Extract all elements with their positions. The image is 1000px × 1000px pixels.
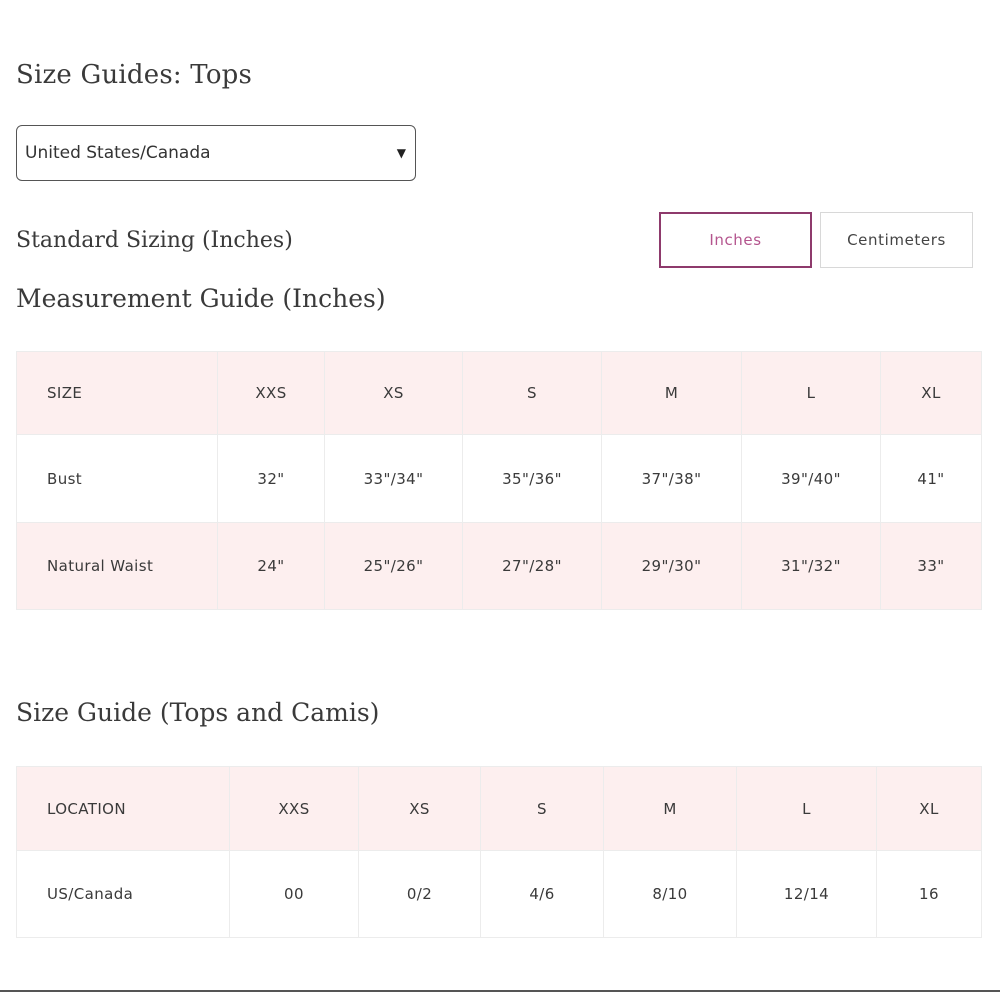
table-cell: 31"/32" bbox=[742, 523, 881, 610]
table-cell: 33"/34" bbox=[325, 435, 463, 523]
table-cell: 0/2 bbox=[359, 851, 481, 938]
table-cell: 29"/30" bbox=[602, 523, 742, 610]
row-label-cell: Bust bbox=[17, 435, 218, 523]
table-cell: 32" bbox=[218, 435, 325, 523]
table-cell: 37"/38" bbox=[602, 435, 742, 523]
table-cell: 41" bbox=[881, 435, 982, 523]
header-cell: XXS bbox=[218, 352, 325, 435]
row-label-cell: Natural Waist bbox=[17, 523, 218, 610]
inches-button[interactable] bbox=[659, 212, 812, 268]
table-header-row bbox=[17, 352, 982, 435]
table-cell: 12/14 bbox=[737, 851, 877, 938]
page-title: Size Guides: Tops bbox=[16, 60, 253, 90]
table-cell: 4/6 bbox=[481, 851, 604, 938]
header-cell: XL bbox=[881, 352, 982, 435]
table-cell: 16 bbox=[877, 851, 982, 938]
region-select[interactable] bbox=[16, 125, 416, 181]
header-cell: S bbox=[481, 767, 604, 851]
header-cell: XL bbox=[877, 767, 982, 851]
standard-sizing-label: Standard Sizing (Inches) bbox=[16, 228, 293, 253]
centimeters-button[interactable] bbox=[820, 212, 973, 268]
header-cell: SIZE bbox=[17, 352, 218, 435]
header-cell: L bbox=[737, 767, 877, 851]
measurement-guide-title: Measurement Guide (Inches) bbox=[16, 284, 386, 313]
table-cell: 39"/40" bbox=[742, 435, 881, 523]
row-label-cell: US/Canada bbox=[17, 851, 230, 938]
table-cell: 8/10 bbox=[604, 851, 737, 938]
bottom-divider bbox=[0, 990, 1000, 992]
table-cell: 25"/26" bbox=[325, 523, 463, 610]
header-cell: L bbox=[742, 352, 881, 435]
chevron-down-icon: ▼ bbox=[396, 146, 406, 160]
measurement-guide-table bbox=[16, 351, 982, 610]
inches-button-label: Inches bbox=[709, 231, 762, 249]
table-cell: 33" bbox=[881, 523, 982, 610]
header-cell: S bbox=[463, 352, 602, 435]
header-cell: M bbox=[602, 352, 742, 435]
table-row bbox=[17, 523, 982, 610]
table-row bbox=[17, 435, 982, 523]
table-cell: 35"/36" bbox=[463, 435, 602, 523]
centimeters-button-label: Centimeters bbox=[847, 231, 946, 249]
table-cell: 24" bbox=[218, 523, 325, 610]
tops-camis-guide-table bbox=[16, 766, 982, 938]
header-cell: LOCATION bbox=[17, 767, 230, 851]
tops-camis-guide-title: Size Guide (Tops and Camis) bbox=[16, 698, 380, 727]
table-cell: 00 bbox=[230, 851, 359, 938]
table-row bbox=[17, 851, 982, 938]
region-select-value: United States/Canada bbox=[25, 143, 211, 163]
header-cell: XS bbox=[359, 767, 481, 851]
header-cell: M bbox=[604, 767, 737, 851]
header-cell: XS bbox=[325, 352, 463, 435]
header-cell: XXS bbox=[230, 767, 359, 851]
table-header-row bbox=[17, 767, 982, 851]
table-cell: 27"/28" bbox=[463, 523, 602, 610]
